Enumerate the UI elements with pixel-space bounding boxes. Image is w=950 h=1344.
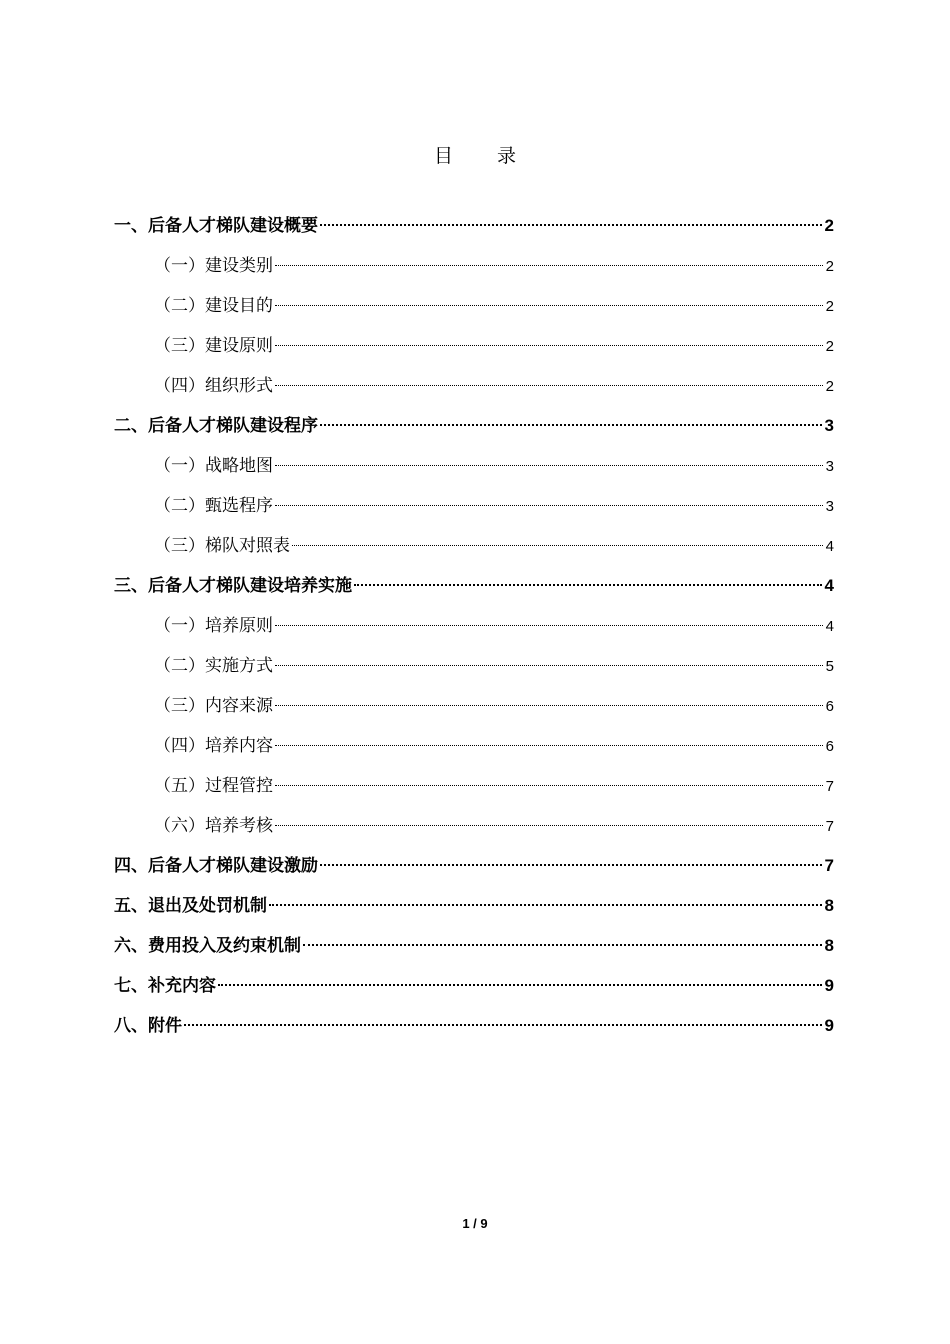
- dot-leader: [320, 864, 822, 866]
- toc-entry[interactable]: [114, 846, 834, 886]
- toc-entry[interactable]: [114, 966, 834, 1006]
- dot-leader: [184, 1024, 822, 1026]
- toc-entry-page: 2: [825, 378, 834, 395]
- toc-entry-label: 二、后备人才梯队建设程序: [114, 416, 318, 436]
- toc-entry-label: （三）建设原则: [154, 336, 273, 356]
- dot-leader: [354, 584, 822, 586]
- toc-entry-page: 2: [825, 298, 834, 315]
- toc-entry-page: 7: [824, 856, 834, 875]
- toc-entry-label: （一）建设类别: [154, 256, 273, 276]
- toc-entry-page: 7: [825, 818, 834, 835]
- toc-entry[interactable]: [114, 446, 834, 486]
- dot-leader: [275, 825, 823, 826]
- dot-leader: [275, 265, 823, 266]
- toc-entry-page: 3: [825, 458, 834, 475]
- toc-entry[interactable]: [114, 686, 834, 726]
- toc-entry-label: （五）过程管控: [154, 776, 273, 796]
- toc-entry[interactable]: [114, 926, 834, 966]
- toc-entry-page: 9: [824, 976, 834, 995]
- toc-entry-label: （三）梯队对照表: [154, 536, 290, 556]
- dot-leader: [275, 385, 823, 386]
- dot-leader: [275, 345, 823, 346]
- page-number-footer: 1 / 9: [462, 1216, 488, 1231]
- toc-entry-label: （一）战略地图: [154, 456, 273, 476]
- toc-entry-label: （四）组织形式: [154, 376, 273, 396]
- toc-entry[interactable]: [114, 366, 834, 406]
- toc-entry-page: 4: [825, 538, 834, 555]
- toc-entry-label: 一、后备人才梯队建设概要: [114, 216, 318, 236]
- toc-entry-label: 四、后备人才梯队建设激励: [114, 856, 318, 876]
- dot-leader: [292, 545, 823, 546]
- toc-entry[interactable]: [114, 246, 834, 286]
- dot-leader: [275, 705, 823, 706]
- toc-entry-label: 三、后备人才梯队建设培养实施: [114, 576, 352, 596]
- toc-entry[interactable]: [114, 886, 834, 926]
- dot-leader: [275, 745, 823, 746]
- toc-entry[interactable]: [114, 486, 834, 526]
- toc-entry[interactable]: [114, 766, 834, 806]
- toc-entry-label: （二）实施方式: [154, 656, 273, 676]
- toc-entry[interactable]: [114, 406, 834, 446]
- dot-leader: [303, 944, 822, 946]
- toc-entry-page: 2: [825, 258, 834, 275]
- toc-entry-page: 6: [825, 738, 834, 755]
- dot-leader: [275, 305, 823, 306]
- dot-leader: [269, 904, 822, 906]
- toc-entry[interactable]: [114, 646, 834, 686]
- toc-entry-page: 6: [825, 698, 834, 715]
- toc-entry-label: （二）建设目的: [154, 296, 273, 316]
- toc-entry[interactable]: [114, 206, 834, 246]
- toc-entry-page: 2: [825, 338, 834, 355]
- dot-leader: [275, 665, 823, 666]
- dot-leader: [320, 424, 822, 426]
- toc-entry-page: 5: [825, 658, 834, 675]
- toc-entry-page: 4: [825, 618, 834, 635]
- dot-leader: [275, 465, 823, 466]
- dot-leader: [275, 505, 823, 506]
- toc-entry[interactable]: [114, 606, 834, 646]
- toc-entry-label: （二）甄选程序: [154, 496, 273, 516]
- toc-entry[interactable]: [114, 806, 834, 846]
- toc-entry[interactable]: [114, 286, 834, 326]
- toc-entry-label: 五、退出及处罚机制: [114, 896, 267, 916]
- toc-entry-label: （六）培养考核: [154, 816, 273, 836]
- dot-leader: [275, 625, 823, 626]
- toc-entry-page: 4: [824, 576, 834, 595]
- toc-entry-page: 2: [824, 216, 834, 235]
- dot-leader: [218, 984, 822, 986]
- toc-entry[interactable]: [114, 526, 834, 566]
- toc-entry[interactable]: [114, 726, 834, 766]
- toc-entry-label: 七、补充内容: [114, 976, 216, 996]
- toc-entry-label: （三）内容来源: [154, 696, 273, 716]
- toc-entry[interactable]: [114, 1006, 834, 1046]
- toc-entry-page: 8: [824, 896, 834, 915]
- table-of-contents: [114, 206, 834, 1046]
- toc-entry-page: 7: [825, 778, 834, 795]
- toc-entry-page: 9: [824, 1016, 834, 1035]
- toc-entry-label: 八、附件: [114, 1016, 182, 1036]
- toc-entry[interactable]: [114, 326, 834, 366]
- toc-entry[interactable]: [114, 566, 834, 606]
- toc-entry-page: 3: [825, 498, 834, 515]
- dot-leader: [320, 224, 822, 226]
- dot-leader: [275, 785, 823, 786]
- toc-entry-label: （四）培养内容: [154, 736, 273, 756]
- toc-entry-label: 六、费用投入及约束机制: [114, 936, 301, 956]
- toc-entry-page: 3: [824, 416, 834, 435]
- toc-entry-page: 8: [824, 936, 834, 955]
- page-title: 目 录: [433, 144, 536, 167]
- toc-entry-label: （一）培养原则: [154, 616, 273, 636]
